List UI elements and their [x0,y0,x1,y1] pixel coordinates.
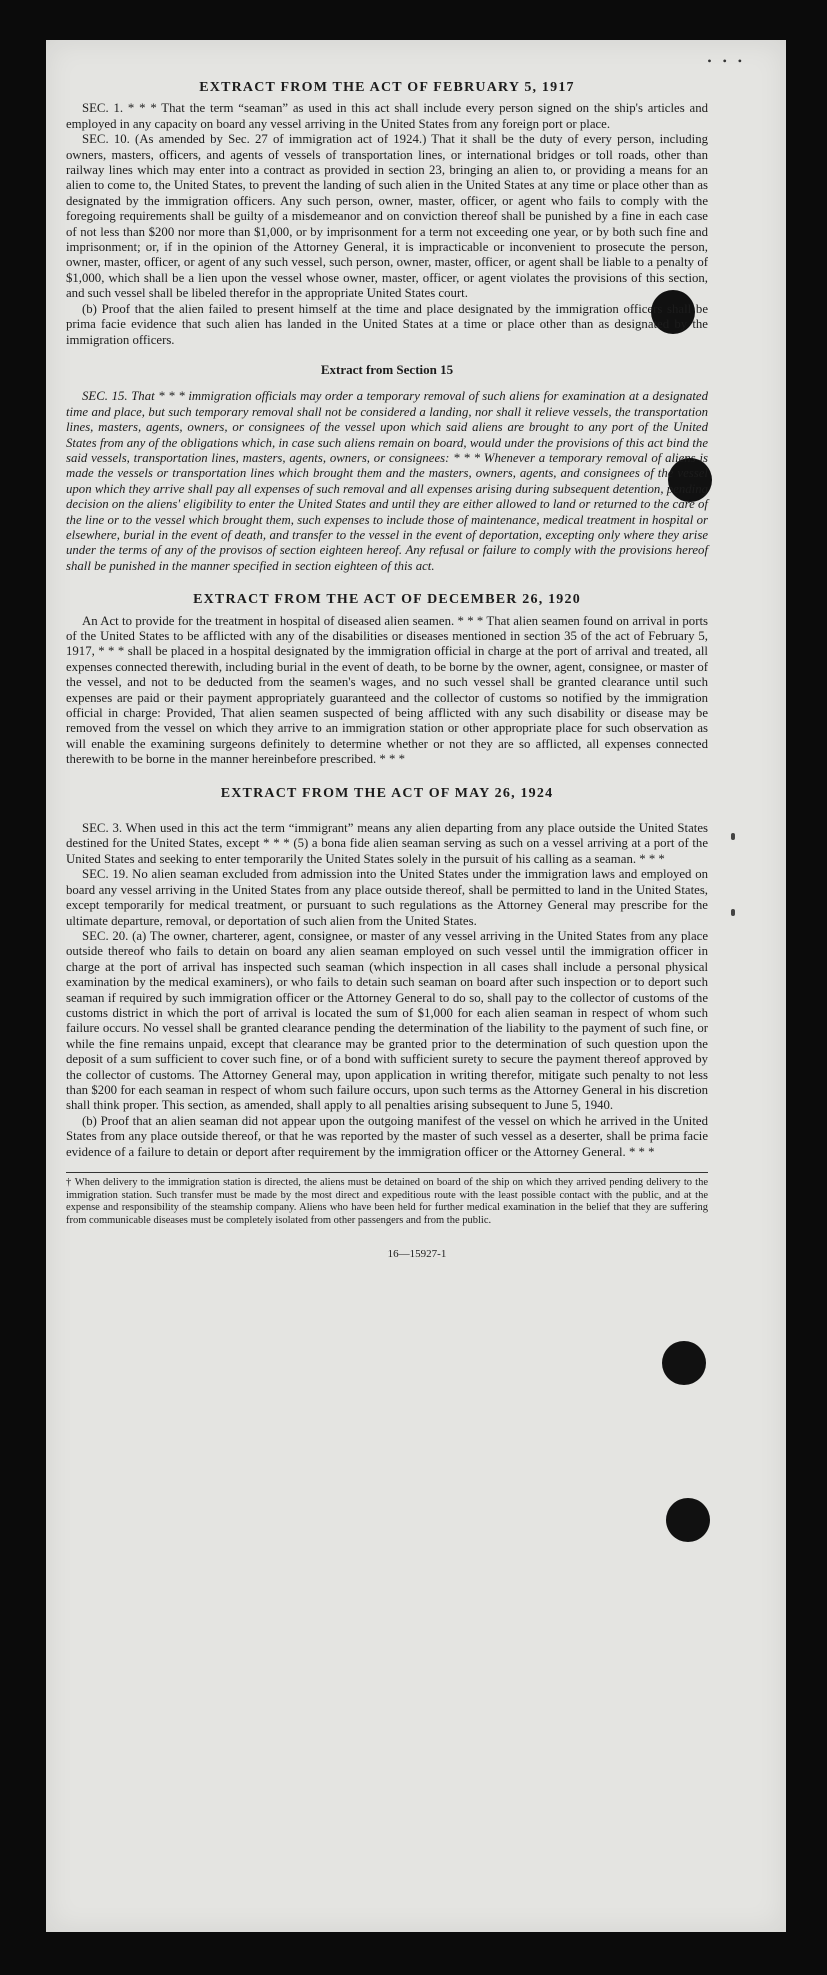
paragraph-sec20b: (b) Proof that an alien seaman did not appear upon the outgoing manifest of the vessel on which he arrived in the United States from any place outside thereof, or that he was reported by the master of such vessel as a deserter, shall be prima facie evidence of a failure to detain or deport after requirement by the immigration officer or the Attorney General. * * * [66,1113,708,1159]
footnote: † When delivery to the immigration station is directed, the aliens must be detained on board of the ship on which they arrived pending delivery to the immigration station. Such transfer must be made by the most direct and expeditious route with the least possible contact with the public, and at the expense and responsibility of the steamship company. Aliens who have been held for further medical examination in the belief that they are suffering from communicable diseases must be completely isolated from other passengers and from the public. [66,1172,708,1227]
document-body [66,80,708,1262]
paragraph-sec3: SEC. 3. When used in this act the term “immigrant” means any alien departing from any place outside the United States destined for the United States, except * * * (5) a bona fide alien seaman serving as such on a vessel arriving at a port of the United States and seeking to enter temporarily the United States solely in the pursuit of his calling as a seaman. * * * [66,821,708,866]
paragraph-sec15: SEC. 15. That * * * immigration officials may order a temporary removal of such aliens for examination at a designated time and place, but such temporary removal shall not be considered a landing, nor shall it relieve vessels, the transportation lines, masters, agents, owners, or consignees of the vessel upon which said aliens are brought to any port of the United States from any of the obligations which, in case such aliens remain on board, would under the provisions of this act bind the said vessels, transportation lines, masters, agents, owners, or consignees: * * * Whenever a temporary removal of aliens is made the vessels or transportation lines which brought them and the masters, owners, agents, and consignees of the vessel upon which they arrive shall pay all expenses of such removal and all expenses arising during subsequent detention, pending decision on the aliens' eligibility to enter the United States and until they are either allowed to land or returned to the care of the line or to the vessel which brought them, such expenses to include those of maintenance, medical treatment in hospital or elsewhere, burial in the event of death, and transfer to the vessel in the event of deportation, excepting only where they arise under the terms of any of the provisos of section eighteen hereof. Any refusal or failure to comply with the provisions hereof shall be punished in the manner specified in section eighteen of this act. [66,389,708,573]
form-number: 16—15927-1 [387,1248,447,1260]
margin-mark [731,833,735,840]
margin-mark [731,909,735,916]
paragraph-sec19: SEC. 19. No alien seaman excluded from admission into the United States under the immigration laws and employed on board any vessel arriving in the United States from any place outside thereof, shall be permitted to land in the United States, except temporarily for medical treatment, or pursuant to such regulations as the Attorney General may prescribe for the ultimate departure, removal, or deportation of such alien from the United States. [66,867,708,928]
paragraph-sec10: SEC. 10. (As amended by Sec. 27 of immigration act of 1924.) That it shall be the duty of every person, including owners, masters, officers, and agents of vessels of transportation lines, or international bridges or toll roads, other than railway lines which may enter into a contract as provided in section 23, bringing an alien to, or providing a means for an alien to come to, the United States, to prevent the landing of such alien in the United States at any time or place other than as designated by the immigration officers. Any such person, owner, master, officer, or agent who fails to comply with the foregoing requirements shall be guilty of a misdemeanor and on conviction thereof shall be punished by a fine in each case of not less than $200 nor more than $1,000, or by imprisonment for a term not exceeding one year, or by both such fine and imprisonment; or, if in the opinion of the Attorney General, it is impracticable or inconvenient to prosecute the person, owner, master, officer, or agent of any such vessel, such person, owner, master, officer, or agent shall be liable to a penalty of $1,000, which shall be a lien upon the vessel whose owner, master, officer, or agent violates the provisions of this section, and such vessel shall be libeled therefor in the appropriate United States court. [66,132,708,301]
paragraph-sec1: SEC. 1. * * * That the term “seaman” as used in this act shall include every person signed on the ship's articles and employed in any capacity on board any vessel arriving in the United States from any foreign port or place. [66,101,708,131]
punch-hole-3 [662,1341,706,1385]
paragraph-sec20: SEC. 20. (a) The owner, charterer, agent, consignee, or master of any vessel arriving in the United States from any place outside thereof who fails to detain on board any alien seaman employed on such vessel until the immigration officer in charge at the port of arrival has inspected such seaman (which inspection in all cases shall include a personal physical examination by the medical examiners), or who fails to detain such seaman on board after such inspection or to deport such seaman if required by such immigration officer or the Attorney General to do so, shall pay to the collector of customs of the customs district in which the port of arrival is located the sum of $1,000 for each alien seaman in respect of whom such failure occurs. No vessel shall be granted clearance pending the determination of the liability to the payment of such fine, or while the fine remains unpaid, except that clearance may be granted prior to the determination of such question upon the deposit of a sum sufficient to cover such fine, or of a bond with sufficient surety to secure the payment thereof approved by the collector of customs. The Attorney General may, upon application in writing therefor, mitigate such penalty to not less than $200 for each seaman in respect of whom such failure occurs, upon such terms as the Attorney General in his discretion shall think proper. This section, as amended, shall apply to all penalties arising subsequent to June 5, 1940. [66,928,708,1113]
heading-section-15: Extract from Section 15 [320,361,454,377]
heading-act-1920: EXTRACT FROM THE ACT OF DECEMBER 26, 1920 [193,592,581,608]
heading-act-1924: EXTRACT FROM THE ACT OF MAY 26, 1924 [220,785,554,801]
punch-hole-4 [666,1498,710,1542]
paragraph-sec10b: (b) Proof that the alien failed to present himself at the time and place designated by the immigration officers shall be prima facie evidence that such alien has landed in the United States at a time or place other than as designated by the immigration officers. [66,301,708,347]
corner-mark: • • • [707,54,746,68]
paragraph-act-1920: An Act to provide for the treatment in hospital of diseased alien seamen. * * * That alien seamen found on arrival in ports of the United States to be afflicted with any of the disabilities or diseases mentioned in section 35 of the act of February 5, 1917, * * * shall be placed in a hospital designated by the immigration official in charge at the port of arrival and treated, all expenses connected therewith, including burial in the event of death, to be borne by the owner, agent, consignee, or master of the vessel, and not to be deducted from the seamen's wages, and no such vessel shall be granted clearance until such expenses are paid or their payment appropriately guaranteed and the collector of customs so notified by the immigration official in charge: Provided, That alien seamen suspected of being afflicted with any such disability or disease may be removed from the vessel on which they arrive to an immigration station or other appropriate place for such observation as will enable the examining surgeons definitely to determine whether or not they are so afflicted, all expenses connected therewith to be borne in the manner hereinbefore prescribed. * * * [66,613,708,767]
heading-act-1917: EXTRACT FROM THE ACT OF FEBRUARY 5, 1917 [199,80,575,95]
